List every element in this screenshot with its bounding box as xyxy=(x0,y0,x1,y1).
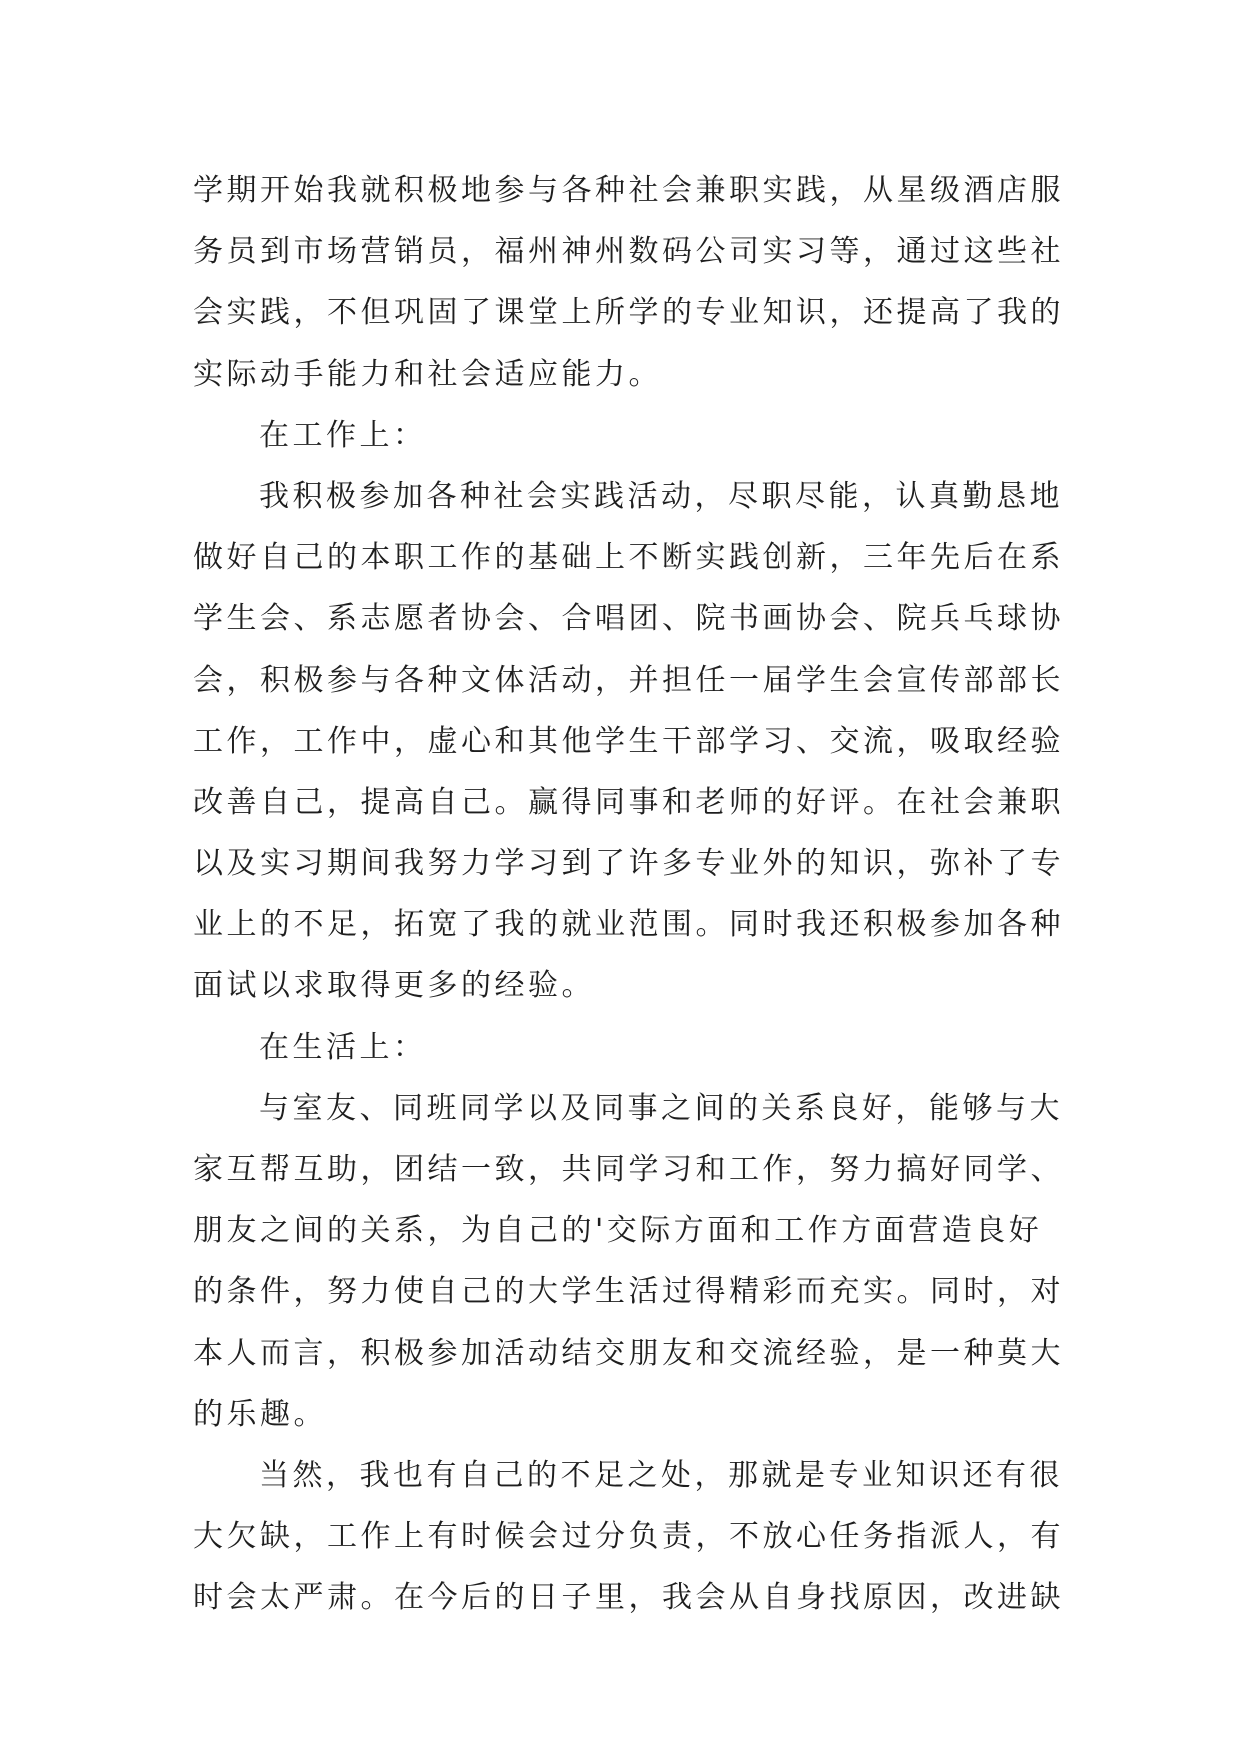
text-line: 面试以求取得更多的经验。 xyxy=(193,968,595,1004)
text-line: 与室友、同班同学以及同事之间的关系良好，能够与大 xyxy=(259,1090,1063,1126)
body-text xyxy=(193,160,1093,1629)
text-line: 务员到市场营销员，福州神州数码公司实习等，通过这些社 xyxy=(193,234,1064,270)
text-line: 本人而言，积极参加活动结交朋友和交流经验，是一种莫大 xyxy=(193,1335,1064,1371)
text-line: 家互帮互助，团结一致，共同学习和工作，努力搞好同学、 xyxy=(193,1152,1064,1187)
text-line: 的条件，努力使自己的大学生活过得精彩而充实。同时，对 xyxy=(193,1274,1064,1310)
text-line: 会实践，不但巩固了课堂上所学的专业知识，还提高了我的 xyxy=(193,295,1064,331)
text-line: 学期开始我就积极地参与各种社会兼职实践，从星级酒店服 xyxy=(193,173,1064,208)
text-line: 工作，工作中，虚心和其他学生干部学习、交流，吸取经验 xyxy=(193,723,1064,759)
section-heading-life: 在生活上： xyxy=(259,1029,427,1065)
text-line: 改善自己，提高自己。赢得同事和老师的好评。在社会兼职 xyxy=(193,784,1064,820)
text-line: 以及实习期间我努力学习到了许多专业外的知识，弥补了专 xyxy=(193,846,1064,882)
text-line: 当然，我也有自己的不足之处，那就是专业知识还有很 xyxy=(259,1457,1063,1493)
text-line: 会，积极参与各种文体活动，并担任一届学生会宣传部部长 xyxy=(193,662,1064,698)
text-line: 朋友之间的关系，为自己的'交际方面和工作方面营造良好 xyxy=(193,1213,1043,1249)
text-line: 我积极参加各种社会实践活动，尽职尽能，认真勤恳地 xyxy=(259,478,1063,514)
text-line: 的乐趣。 xyxy=(193,1396,327,1432)
text-line: 实际动手能力和社会适应能力。 xyxy=(193,356,662,392)
text-line: 业上的不足，拓宽了我的就业范围。同时我还积极参加各种 xyxy=(193,907,1064,943)
text-line: 学生会、系志愿者协会、合唱团、院书画协会、院兵乓球协 xyxy=(193,601,1064,637)
text-line: 时会太严肃。在今后的日子里，我会从自身找原因，改进缺 xyxy=(193,1580,1064,1616)
text-line: 大欠缺，工作上有时候会过分负责，不放心任务指派人，有 xyxy=(193,1519,1064,1555)
section-heading-work: 在工作上： xyxy=(259,417,427,453)
text-line: 做好自己的本职工作的基础上不断实践创新，三年先后在系 xyxy=(193,540,1064,576)
